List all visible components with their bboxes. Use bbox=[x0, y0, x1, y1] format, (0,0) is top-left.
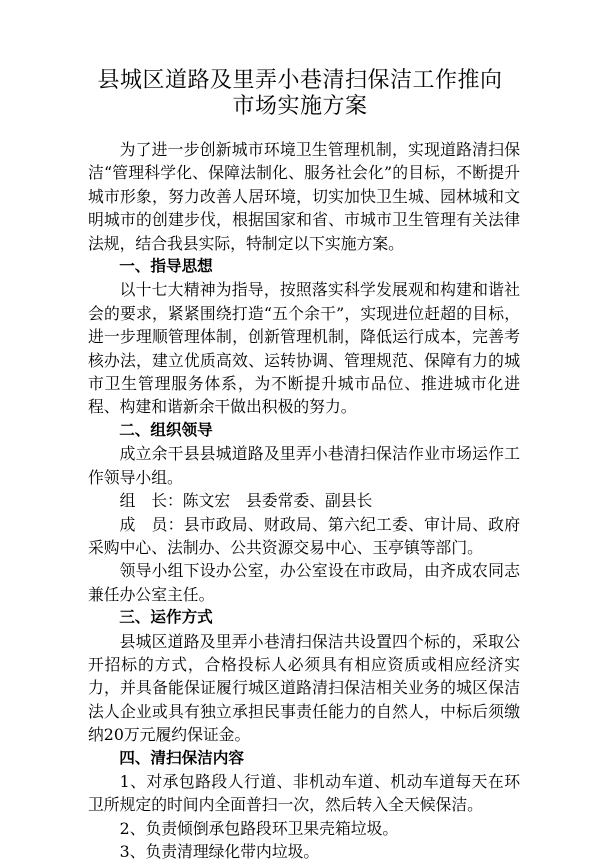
paragraph-item-2: 2、负责倾倒承包路段环卫果壳箱垃圾。 bbox=[119, 818, 399, 838]
section-heading-operation: 三、运作方式 bbox=[119, 608, 213, 627]
document-title bbox=[60, 68, 540, 120]
paragraph-guiding-ideology: 以十七大精神为指导，按照落实科学发展观和构建和谐社会的要求，紧紧围绕打造“五个余干”，实现进位赶超的目标，进一步理顺管理体制，创新管理机制，降低运行成本，完善考核办法，建立优质高效、运转协调、管理规范、保障有力的城市卫生管理服务体系，为不断提升城市品位、推进城市化进程、构建和谐新余干做出积极的努力。 bbox=[88, 280, 520, 417]
paragraph-office: 领导小组下设办公室，办公室设在市政局，由齐成农同志兼任办公室主任。 bbox=[88, 561, 520, 604]
paragraph-operation: 县城区道路及里弄小巷清扫保洁共设置四个标的，采取公开招标的方式，合格投标人必须具有相应资质或相应经济实力，并具备能保证履行城区道路清扫保洁相关业务的城区保洁法人企业或具有独立承担民事责任能力的自然人，中标后须缴纳20万元履约保证金。 bbox=[88, 631, 520, 745]
title-line-2: 市场实施方案 bbox=[232, 94, 368, 119]
title-line-1: 县城区道路及里弄小巷清扫保洁工作推向 bbox=[97, 68, 503, 93]
paragraph-group-members: 成 员：县市政局、财政局、第六纪工委、审计局、政府采购中心、法制办、公共资源交易中心、玉亭镇等部门。 bbox=[88, 514, 520, 557]
paragraph-leading-group: 成立余干县县城道路及里弄小巷清扫保洁作业市场运作工作领导小组。 bbox=[88, 444, 520, 487]
paragraph-item-3: 3、负责清理绿化带内垃圾。 bbox=[119, 842, 320, 862]
paragraph-item-1: 1、对承包路段人行道、非机动车道、机动车道每天在环卫所规定的时间内全面普扫一次，然后转入全天候保洁。 bbox=[88, 771, 520, 815]
intro-paragraph: 为了进一步创新城市环境卫生管理机制，实现道路清扫保洁“管理科学化、保障法制化、服务社会化”的目标，不断提升城市形象，努力改善人居环境，切实加快卫生城、园林城和文明城市的创建步伐，根据国家和省、市城市卫生管理有关法律法规，结合我县实际，特制定以下实施方案。 bbox=[88, 140, 520, 253]
section-heading-guiding-ideology: 一、指导思想 bbox=[119, 257, 213, 276]
document-body bbox=[88, 138, 520, 864]
section-heading-cleaning-content: 四、清扫保洁内容 bbox=[119, 748, 244, 767]
paragraph-group-leader: 组 长：陈文宏 县委常委、副县长 bbox=[119, 491, 373, 511]
section-heading-organization: 二、组织领导 bbox=[119, 420, 213, 439]
